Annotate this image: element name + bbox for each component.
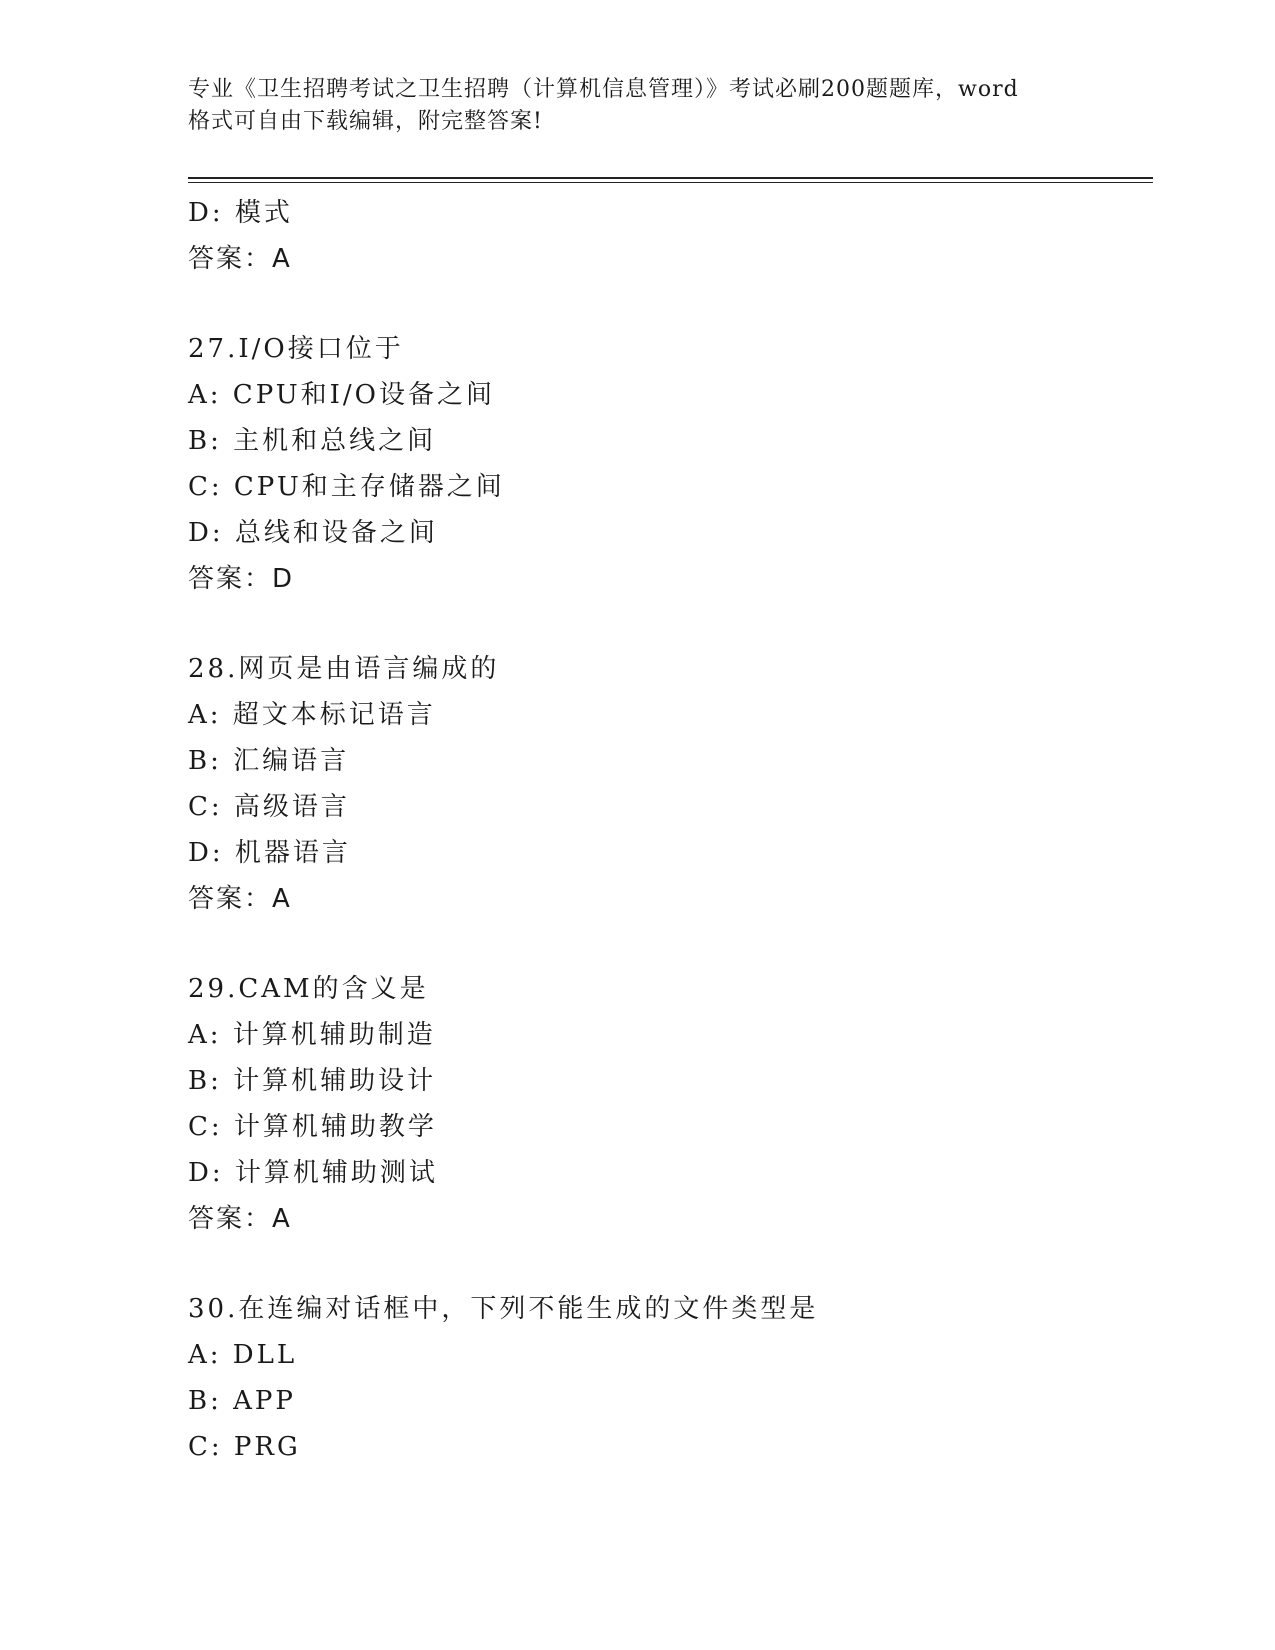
header-rule-thin	[188, 182, 1153, 183]
question-29	[188, 966, 1148, 1242]
answer-line: 答案：A	[188, 884, 292, 914]
answer-line: 答案：A	[188, 244, 292, 274]
option-b: B: 主机和总线之间	[188, 426, 437, 456]
option-d: D: 模式	[188, 198, 293, 228]
option-a: A: 计算机辅助制造	[188, 1020, 436, 1050]
question-stem: 27.I/O接口位于	[188, 334, 404, 364]
question-stem: 28.网页是由语言编成的	[188, 654, 500, 684]
option-b: B: APP	[188, 1386, 296, 1416]
question-28	[188, 646, 1148, 922]
spacer	[188, 1242, 1148, 1286]
question-stem: 30.在连编对话框中，下列不能生成的文件类型是	[188, 1294, 819, 1324]
option-c: C: CPU和主存储器之间	[188, 472, 505, 502]
page-header	[188, 74, 1088, 138]
answer-line: 答案：A	[188, 1204, 292, 1234]
spacer	[188, 602, 1148, 646]
header-line-2: 格式可自由下载编辑，附完整答案!	[188, 109, 543, 134]
question-stem: 29.CAM的含义是	[188, 974, 429, 1004]
option-d: D: 总线和设备之间	[188, 518, 438, 548]
header-line-1: 专业《卫生招聘考试之卫生招聘（计算机信息管理）》考试必刷200题题库，word	[188, 77, 1019, 102]
option-b: B: 计算机辅助设计	[188, 1066, 437, 1096]
question-fragment	[188, 190, 1148, 282]
option-d: D: 计算机辅助测试	[188, 1158, 438, 1188]
option-a: A: CPU和I/O设备之间	[188, 380, 495, 410]
option-c: C: 计算机辅助教学	[188, 1112, 437, 1142]
option-c: C: 高级语言	[188, 792, 350, 822]
option-b: B: 汇编语言	[188, 746, 350, 776]
question-list	[188, 190, 1148, 1470]
answer-line: 答案：D	[188, 564, 295, 594]
option-a: A: 超文本标记语言	[188, 700, 436, 730]
spacer	[188, 922, 1148, 966]
option-d: D: 机器语言	[188, 838, 351, 868]
option-a: A: DLL	[188, 1340, 298, 1370]
question-30	[188, 1286, 1148, 1470]
question-27	[188, 326, 1148, 602]
spacer	[188, 282, 1148, 326]
option-c: C: PRG	[188, 1432, 301, 1462]
header-rule-thick	[188, 177, 1153, 179]
